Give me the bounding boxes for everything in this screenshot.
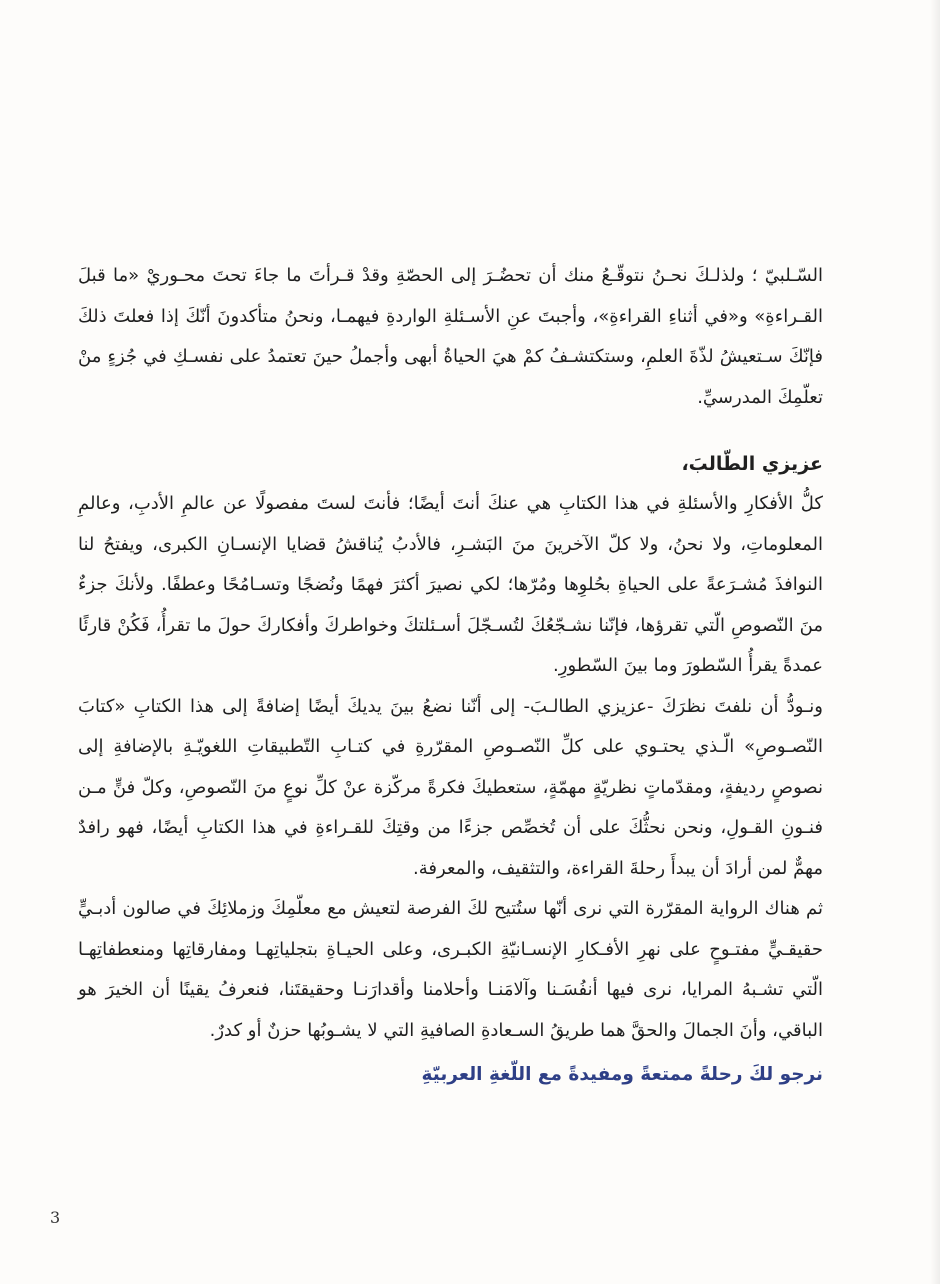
greeting-heading: عزيزي الطّالبَ،: [681, 453, 823, 475]
page-edge-shadow: [930, 0, 940, 1284]
paragraph-ideas-questions: كلُّ الأفكارِ والأسئلةِ في هذا الكتابِ هي عنكَ أنتَ أيضًا؛ فأنتَ لستَ مفصولًا عن عالمِ الأدبِ، وعالمِ المعلوماتِ، ولا نحنُ، ولا كلّ الآخرينَ منَ البَشـرِ، فالأدبُ يُناقشُ قضايا الإنسـانِ الكبرى، ويفتحُ لنا النوافذَ مُشـرَعةً على الحياةِ بحُلوِها ومُرّها؛ لكي نصيرَ أكثرَ فهمًا ونُضجًا وتسـامُحًا وعطفًا. ولأنكَ جزءٌ منَ النّصوصِ الّتي تقرؤها، فإنّنا نشـجّعُكَ لتُسـجّلَ أسـئلتكَ وخواطركَ وأفكاركَ حولَ ما تقرأُ، فَكُنْ قارئًا عمدةً يقرأُ السّطورَ وما بينَ السّطورِ.: [78, 493, 823, 676]
page-number: 3: [50, 1208, 61, 1227]
page-body: [78, 256, 823, 1095]
closing-wish: نرجو لكَ رحلةً ممتعةً ومفيدةً مع اللّغةِ العربيّةِ: [421, 1064, 823, 1085]
intro-paragraph: السّـلبيّ ؛ ولذلـكَ نحـنُ نتوقّـعُ منك أن تحضُـرَ إلى الحصّةِ وقدْ قـرأتَ ما جاءَ تحتَ محـوريْ «ما قبلَ القـراءةِ» و«في أثناءِ القراءةِ»، وأجبتَ عنِ الأسـئلةِ الواردةِ فيهمـا، ونحنُ متأكدونَ أنّكَ إذا فعلتَ ذلكَ فإنّكَ سـتعيشُ لذّةَ العلمِ، وستكتشـفُ كمْ هيَ الحياةُ أبهى وأجملُ حينَ تعتمدُ على نفسـكِ في جُزءٍ منْ تعلّمِكَ المدرسيِّ.: [78, 265, 823, 408]
paragraph-novel: ثم هناك الرواية المقرّرة التي نرى أنّها ستُتيح لكَ الفرصة لتعيش مع معلّمِكَ وزملائِكَ في صالون أدبـيٍّ حقيقـيٍّ مفتـوحٍ على نهرِ الأفـكارِ الإنسـانيّةِ الكبـرى، وعلى الحيـاةِ بتجلياتِهـا ومفارقاتِها ومنعطفاتِهـا الّتي تشـبهُ المرايا، نرى فيها أنفُسَـنا وآلامَنـا وأحلامنا وأقدارَنـا وحقيقتَنا، فنعرفُ يقينًا أن الخيرَ هو الباقي، وأنَ الجمالَ والحقَّ هما طريقُ السـعادةِ الصافيةِ التي لا يشـوبُها حزنٌ أو كدرٌ.: [78, 898, 823, 1041]
paragraph-texts-book: ونـودُّ أن نلفتَ نظرَكَ -عزيزي الطالـبَ- إلى أنّنا نضعُ بينَ يديكَ أيضًا إضافةً إلى هذا الكتابِ «كتابَ النّصـوصِ» الّـذي يحتـوي على كلِّ النّصـوصِ المقرّرةِ في كتـابِ التّطبيقاتِ اللغويّـةِ بالإضافةِ إلى نصوصٍ رديفةٍ، ومقدّماتٍ نظريّةٍ مهمّةٍ، ستعطيكَ فكرةً مركّزة عنْ كلِّ نوعٍ منَ النّصوصِ، وكلّ فنٍّ مـن فنـونِ القـولِ، ونحن نحثُّكَ على أن تُخصِّص جزءًا من وقتِكَ للقـراءةِ في هذا الكتابِ أيضًا، فهو رافدٌ مهمٌّ لمن أرادَ أن يبدأَ رحلةَ القراءة، والتثقيف، والمعرفة.: [78, 695, 823, 879]
